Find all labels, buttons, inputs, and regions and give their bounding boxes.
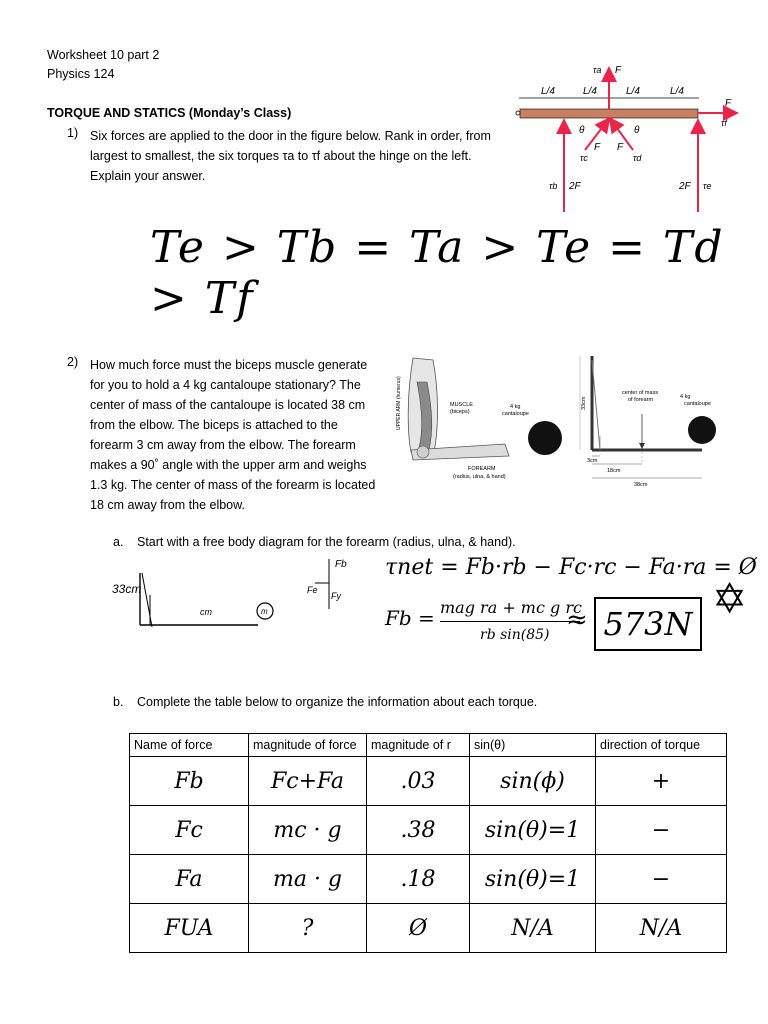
hinge bbox=[516, 111, 520, 115]
table-cell: sin(θ)=1 bbox=[470, 806, 596, 855]
table-header-row bbox=[130, 734, 727, 757]
upper-arm-label: UPPER ARM (humerus) bbox=[396, 376, 402, 430]
part-a-text: Start with a free body diagram for the forearm (radius, ulna, & hand). bbox=[137, 535, 516, 549]
fbd-cm: cm bbox=[200, 607, 212, 617]
table-cell: .18 bbox=[367, 855, 470, 904]
tau-d-label: τd bbox=[633, 153, 642, 163]
fbd-sketch bbox=[110, 555, 290, 635]
fbd-mass: m bbox=[261, 607, 268, 616]
force-label: 2F bbox=[679, 181, 691, 192]
table-header: sin(θ) bbox=[470, 734, 596, 757]
table-cell: sin(ϕ) bbox=[470, 757, 596, 806]
segment-label: L/4 bbox=[626, 86, 640, 97]
worksheet-title: Worksheet 10 part 2 bbox=[47, 48, 160, 62]
fraction-bar bbox=[440, 621, 580, 622]
com-label: center of mass bbox=[622, 390, 659, 396]
table-cell: N/A bbox=[470, 904, 596, 953]
torque-equation: τnet = Fb·rb − Fc·rc − Fa·ra = Ø bbox=[385, 555, 757, 580]
height-label: 33cm bbox=[581, 396, 587, 410]
q1-line: Six forces are applied to the door in the figure below. Rank in order, from bbox=[90, 129, 491, 143]
segment-label: L/4 bbox=[583, 86, 597, 97]
table-header: magnitude of r bbox=[367, 734, 470, 757]
force-label: F bbox=[594, 142, 601, 153]
cantaloupe-mass: 4 kg bbox=[680, 394, 691, 400]
theta-label: θ bbox=[634, 125, 640, 136]
force-label: F bbox=[617, 142, 624, 153]
theta-label: θ bbox=[579, 125, 585, 136]
table-header: Name of force bbox=[130, 734, 249, 757]
table-header: direction of torque bbox=[596, 734, 727, 757]
q1-line: largest to smallest, the six torques τa to τf about the hinge on the left. bbox=[90, 149, 472, 163]
fb-equation-denominator: rb sin(85) bbox=[480, 627, 550, 643]
table-cell: − bbox=[596, 855, 727, 904]
fb-equation-numerator: mag ra + mc g rc bbox=[440, 598, 582, 617]
tau-a-label: τa bbox=[593, 65, 602, 75]
arm-illustration bbox=[393, 352, 566, 488]
torque-table bbox=[129, 733, 727, 953]
forearm-label: FOREARM bbox=[468, 466, 496, 472]
q2-line: center of mass of the cantaloupe is located 38 cm bbox=[90, 398, 366, 412]
table-header: magnitude of force bbox=[249, 734, 367, 757]
fy-label: Fy bbox=[331, 591, 341, 601]
table-row bbox=[130, 904, 727, 953]
part-b-label: b. bbox=[113, 695, 124, 709]
forearm-schematic bbox=[572, 352, 722, 494]
table-cell: sin(θ)=1 bbox=[470, 855, 596, 904]
segment-label: L/4 bbox=[670, 86, 684, 97]
tau-f-label: τf bbox=[721, 118, 727, 128]
cantaloupe-label: cantaloupe bbox=[684, 401, 711, 407]
approx-sign: ≈ bbox=[566, 605, 588, 635]
table-cell: Fc bbox=[130, 806, 249, 855]
table-cell: FUA bbox=[130, 904, 249, 953]
q1-number: 1) bbox=[67, 126, 79, 140]
table-row bbox=[130, 855, 727, 904]
cantaloupe-mass: 4 kg bbox=[510, 404, 521, 410]
muscle-sub-label: (biceps) bbox=[450, 409, 470, 415]
fb-label: Fb bbox=[335, 559, 347, 570]
table-row bbox=[130, 806, 727, 855]
q2-text bbox=[90, 355, 375, 515]
part-b-text: Complete the table below to organize the information about each torque. bbox=[137, 695, 538, 709]
q1-line: Explain your answer. bbox=[90, 169, 206, 183]
table-cell: .38 bbox=[367, 806, 470, 855]
table-cell: mc · g bbox=[249, 806, 367, 855]
force-label: F bbox=[615, 65, 622, 76]
table-cell: ? bbox=[249, 904, 367, 953]
force-label: 2F bbox=[569, 181, 581, 192]
table-cell: N/A bbox=[596, 904, 727, 953]
tau-c-label: τc bbox=[580, 153, 588, 163]
q2-line: 1.3 kg. The center of mass of the forearm is located bbox=[90, 478, 376, 492]
distance-18cm: 18cm bbox=[607, 468, 621, 474]
force-label: F bbox=[725, 98, 732, 109]
fbd-height: 33cm bbox=[112, 582, 142, 596]
part-a-label: a. bbox=[113, 535, 124, 549]
star-icon: ✡ bbox=[712, 574, 748, 623]
fb-equation-lhs: Fb = bbox=[385, 606, 435, 630]
segment-label: L/4 bbox=[541, 86, 555, 97]
table-cell: Fb bbox=[130, 757, 249, 806]
q2-number: 2) bbox=[67, 355, 79, 369]
table-cell: Ø bbox=[367, 904, 470, 953]
cantaloupe bbox=[688, 416, 716, 444]
q2-line: How much force must the biceps muscle generate bbox=[90, 358, 368, 372]
fe-label: Fe bbox=[307, 585, 318, 595]
q2-line: makes a 90˚ angle with the upper arm and weighs bbox=[90, 458, 367, 472]
q2-line: forearm 3 cm away from the elbow. The forearm bbox=[90, 438, 356, 452]
q1-text bbox=[90, 126, 491, 186]
table-cell: − bbox=[596, 806, 727, 855]
tau-e-label: τe bbox=[703, 181, 712, 191]
q2-line: for you to hold a 4 kg cantaloupe stationary? The bbox=[90, 378, 361, 392]
table-row bbox=[130, 757, 727, 806]
com-sub-label: of forearm bbox=[628, 397, 654, 403]
door bbox=[520, 109, 698, 118]
muscle-label: MUSCLE bbox=[450, 402, 473, 408]
q2-line: from the elbow. The biceps is attached to the bbox=[90, 418, 338, 432]
table-cell: .03 bbox=[367, 757, 470, 806]
result-box: 573N bbox=[594, 597, 702, 651]
q1-answer: Te > Tb = Ta > Te = Td > Tf bbox=[150, 222, 725, 324]
distance-3cm: 3cm bbox=[587, 458, 598, 464]
distance-38cm: 38cm bbox=[634, 482, 648, 488]
force-sketch bbox=[305, 553, 353, 613]
table-cell: Fc+Fa bbox=[249, 757, 367, 806]
tau-b-label: τb bbox=[549, 181, 558, 191]
table-cell: + bbox=[596, 757, 727, 806]
q2-line: 18 cm away from the elbow. bbox=[90, 498, 245, 512]
section-title: TORQUE AND STATICS (Monday’s Class) bbox=[47, 106, 292, 120]
door-figure bbox=[513, 58, 745, 214]
cantaloupe bbox=[528, 421, 562, 455]
table-cell: Fa bbox=[130, 855, 249, 904]
table-cell: ma · g bbox=[249, 855, 367, 904]
course-name: Physics 124 bbox=[47, 67, 115, 81]
forearm-sub-label: (radius, ulna, & hand) bbox=[453, 474, 506, 480]
cantaloupe-label: cantaloupe bbox=[502, 411, 529, 417]
